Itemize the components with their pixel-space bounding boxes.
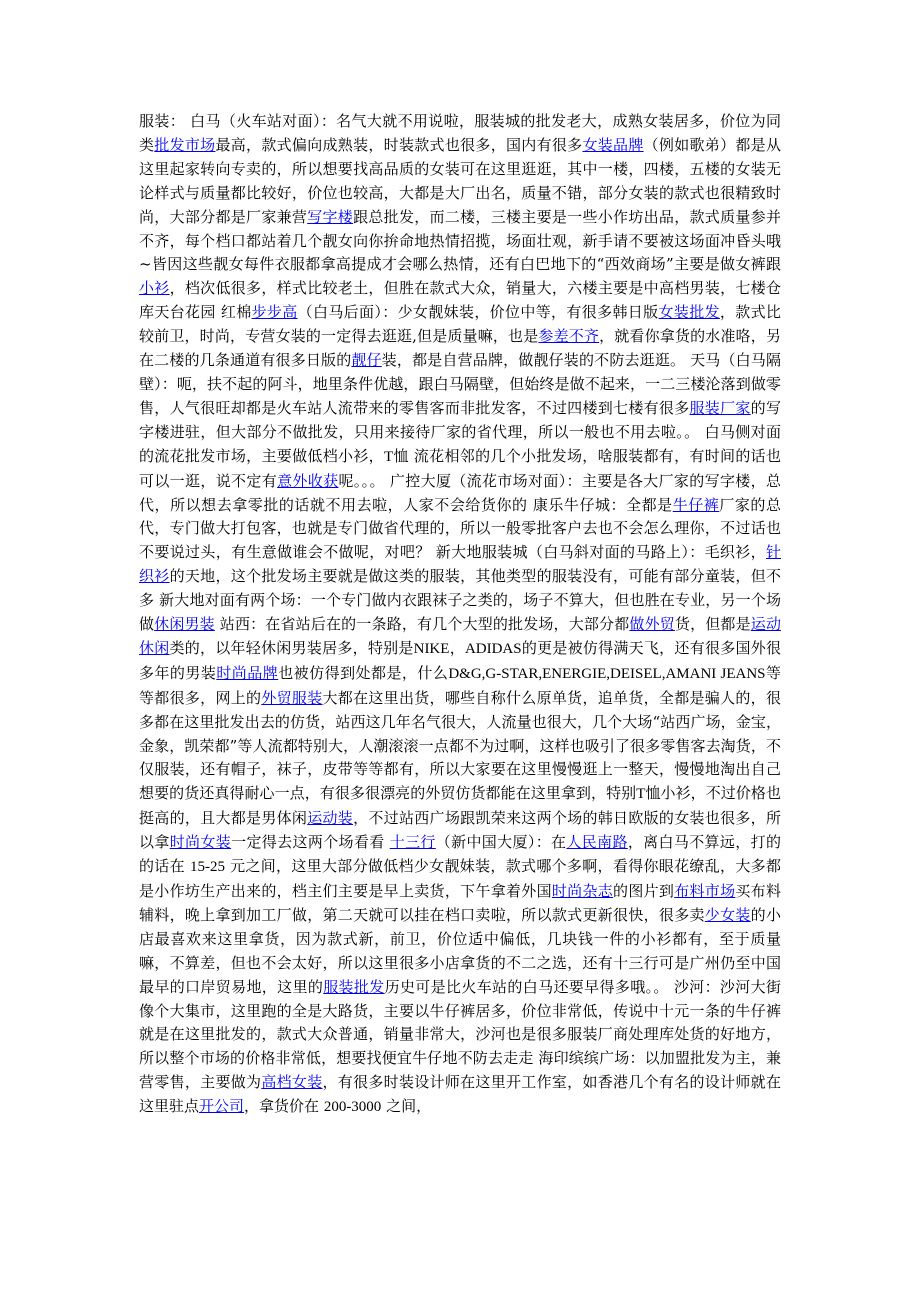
body-paragraph xyxy=(139,110,781,1120)
hyperlink[interactable]: 女装品牌 xyxy=(582,135,644,154)
latin-text-run: 200-3000 xyxy=(323,1099,382,1116)
text-run: 跟总批发，而二楼，三楼主要是一些小作坊出品，款式质量参并不齐，每个档口都站着几个靓女向你拚命地热情招揽，场面壮观，新手请不要被这场面冲昏头哦~皆因这些靓女每件衣服都拿高提成才会哪么热情，还有白巴地下的“西效商场”主要是做女裤跟 xyxy=(139,207,781,274)
text-run: 最高，款式偏向成熟装，时装款式也很多，国内有很多 xyxy=(215,135,583,154)
text-run: 站西：在省站后在的一条路，有几个大型的批发场，大部分都 xyxy=(214,615,630,634)
hyperlink[interactable]: 布料市场 xyxy=(674,882,736,900)
text-run: （白马后面）：少女靓妹装，价位中等，有很多韩日版 xyxy=(297,303,659,322)
text-run: ，离白马不算远，打的的话在 xyxy=(139,833,781,876)
text-run: 的写字楼进驻，但大部分不做批发，只用来接待厂家的省代理，所以一般也不用去啦。。 白马侧对面的流花批发市场，主要做低档小衫， xyxy=(139,398,781,465)
text-run: 之间， xyxy=(381,1097,432,1116)
text-run: ，有很多时装设计师在这里开工作室，如香港几个有名的设计师就在这里驻点 xyxy=(139,1073,781,1116)
hyperlink[interactable]: 服装厂家 xyxy=(689,398,751,417)
latin-text-run: NIKE，ADIDAS xyxy=(413,640,522,657)
text-run: ，档次低很多，样式比较老土，但胜在款式大众，销量大，六楼主要是中高档男装，七楼仓库天台花园 红棉 xyxy=(139,279,781,322)
hyperlink[interactable]: 针织衫 xyxy=(139,543,781,586)
text-run: 的小店最喜欢来这里拿货，因为款式新，前卫，价位适中偏低，几块钱一件的小衫都有，至于质量嘛，不算差，但也不会太好，所以这里很多小店拿货的不二之选，还有十三行可是广州仍至中国最早的口岸贸易地，这里的 xyxy=(139,905,781,996)
hyperlink[interactable]: 时尚女装 xyxy=(169,833,232,852)
hyperlink[interactable]: 高档女装 xyxy=(261,1073,323,1092)
text-run: （例如歌弟）都是从这里起家转向专卖的，所以想要找高品质的女装可在这里逛逛，其中一楼，四楼，五楼的女装无论样式与质量都比较好，价位也较高，大都是大厂出名，质量不错，部分女装的款式也很精致时尚，大部分都是厂家兼营 xyxy=(139,135,781,226)
text-run: 呢。。。 广控大厦（流花市场对面）：主要是各大厂家的写字楼，总代，所以想去拿零批的话就不用去啦，人家不会给货你的 康乐牛仔城：全都是 xyxy=(139,471,781,514)
text-run: 恤 流花相邻的几个小批发场，啥服装都有，有时间的话也可以一逛，说不定有 xyxy=(139,446,781,490)
latin-text-run: D&G,G-STAR,ENERGIE,DEISEL,AMANI JEANS xyxy=(448,665,766,682)
text-run: 的图片到 xyxy=(613,882,675,900)
hyperlink[interactable]: 批发市场 xyxy=(154,135,216,154)
hyperlink[interactable]: 参差不齐 xyxy=(538,327,600,346)
hyperlink[interactable]: 牛仔裤 xyxy=(672,495,720,514)
hyperlink[interactable]: 休闲男装 xyxy=(154,615,215,634)
text-run: 服装： 白马（火车站对面）：名气大就不用说啦，服装城的批发老大，成熟女装居多，价位为同类 xyxy=(139,112,781,154)
hyperlink[interactable]: 女装批发 xyxy=(658,303,720,322)
text-run: 一定得去这两个场看看 xyxy=(231,833,390,852)
hyperlink[interactable]: 小衫 xyxy=(139,279,170,298)
latin-text-run: T xyxy=(383,448,394,465)
hyperlink[interactable]: 人民南路 xyxy=(566,833,628,852)
text-run: 的天地，这个批发场主要就是做这类的服装，其他类型的服装没有，可能有部分童装，但不多 新大地对面有两个场：一个专门做内衣跟袜子之类的，场子不算大，但也胜在专业，另一个场做 xyxy=(139,567,781,634)
text-run: 等等都很多，网上的 xyxy=(139,663,781,707)
text-run: 买布料辅料，晚上拿到加工厂做，第二天就可以挂在档口卖啦，所以款式更新很快，很多卖 xyxy=(139,882,781,924)
hyperlink[interactable]: 开公司 xyxy=(199,1097,245,1116)
text-run: 元之间，这里大部分做低档少女靓妹装，款式哪个多啊，看得你眼花缭乱，大多都是小作坊生产出来的，档主们主要是早上卖货，下午拿着外国 xyxy=(139,857,781,900)
text-run: 装，都是自营品牌，做靓仔装的不防去逛逛。 天马（白马隔壁）：呃，扶不起的阿斗，地里条件优越，跟白马隔壁，但始终是做不起来，一二三楼沦落到做零售，人气很旺却都是火车站人流带来的零售客而非批发客，不过四楼到七楼有很多 xyxy=(139,351,781,417)
document-page xyxy=(139,110,781,1120)
hyperlink[interactable]: 运动休闲 xyxy=(139,615,781,657)
text-run: （新中国大厦）：在 xyxy=(435,833,567,852)
text-run: 的更是被仿得满天飞，还有很多国外很多年的男装 xyxy=(139,638,781,682)
hyperlink[interactable]: 运动装 xyxy=(307,809,354,828)
hyperlink[interactable]: 外贸服装 xyxy=(261,688,323,707)
hyperlink[interactable]: 意外收获 xyxy=(277,471,339,490)
latin-text-run: T xyxy=(636,786,646,803)
text-run: 恤小衫，不过价格也挺高的，且大都是男体闲 xyxy=(139,784,781,828)
text-run: ，拿货价在 xyxy=(244,1097,324,1116)
text-run: 大都在这里出货，哪些自称什么原单货，追单货，全都是骗人的，很多都在这里批发出去的仿货，站西这几年名气很大，人流量也很大，几个大场“站西广场，金宝，金象，凯荣都”等人流都特别大，人潮滚滚一点都不为过啊，这样也吸引了很多零售客去淘货，不仅服装，还有帽子，袜子，皮带等等都有，所以大家要在这里慢慢逛上一整天，慢慢地淘出自己想要的货还真得耐心一点，有很多很漂亮的外贸仿货都能在这里拿到，特别 xyxy=(139,688,781,803)
hyperlink[interactable]: 时尚杂志 xyxy=(551,882,614,900)
text-run: 历史可是比火车站的白马还要早得多哦。。 沙河：沙河大街像个大集市，这里跑的全是大路货，主要以牛仔裤居多，价位非常低，传说中十元一条的牛仔裤就是在这里批发的，款式大众普通，销量非常大，沙河也是很多服装厂商处理库处货的好地方，所以整个市场的价格非常低，想要找便宜牛仔地不防去走走 海印缤缤广场：以加盟批发为主，兼营零售，主要做为 xyxy=(139,977,781,1092)
hyperlink[interactable]: 十三行 xyxy=(389,833,436,852)
hyperlink[interactable]: 步步高 xyxy=(251,303,298,322)
hyperlink[interactable]: 靓仔 xyxy=(351,351,382,370)
latin-text-run: 15-25 xyxy=(190,859,226,876)
text-run: ，不过站西广场跟凯荣来这两个场的韩日欧版的女装也很多，所以拿 xyxy=(139,809,781,852)
hyperlink[interactable]: 少女装 xyxy=(704,905,751,924)
hyperlink[interactable]: 做外贸 xyxy=(629,615,675,634)
text-run: 类的，以年轻休闲男装居多，特别是 xyxy=(169,638,414,657)
text-run: ，款式比较前卫，时尚，专营女装的一定得去逛逛,但是质量嘛，也是 xyxy=(139,303,781,346)
text-run: 也被仿得到处都是，什么 xyxy=(278,663,449,682)
hyperlink[interactable]: 写字楼 xyxy=(307,207,354,226)
text-run: 货，但都是 xyxy=(674,615,751,634)
text-run: ，就看你拿货的水准咯，另在二楼的几条通道有很多日版的 xyxy=(139,327,781,370)
hyperlink[interactable]: 服装批发 xyxy=(323,977,385,996)
hyperlink[interactable]: 时尚品牌 xyxy=(216,663,279,682)
text-run: 厂家的总代，专门做大打包客，也就是专门做省代理的，所以一般零批客户去也不会怎么理你，不过话也不要说过头，有生意做谁会不做呢，对吧？ 新大地服装城（白马斜对面的马路上）：毛织衫， xyxy=(139,495,781,562)
